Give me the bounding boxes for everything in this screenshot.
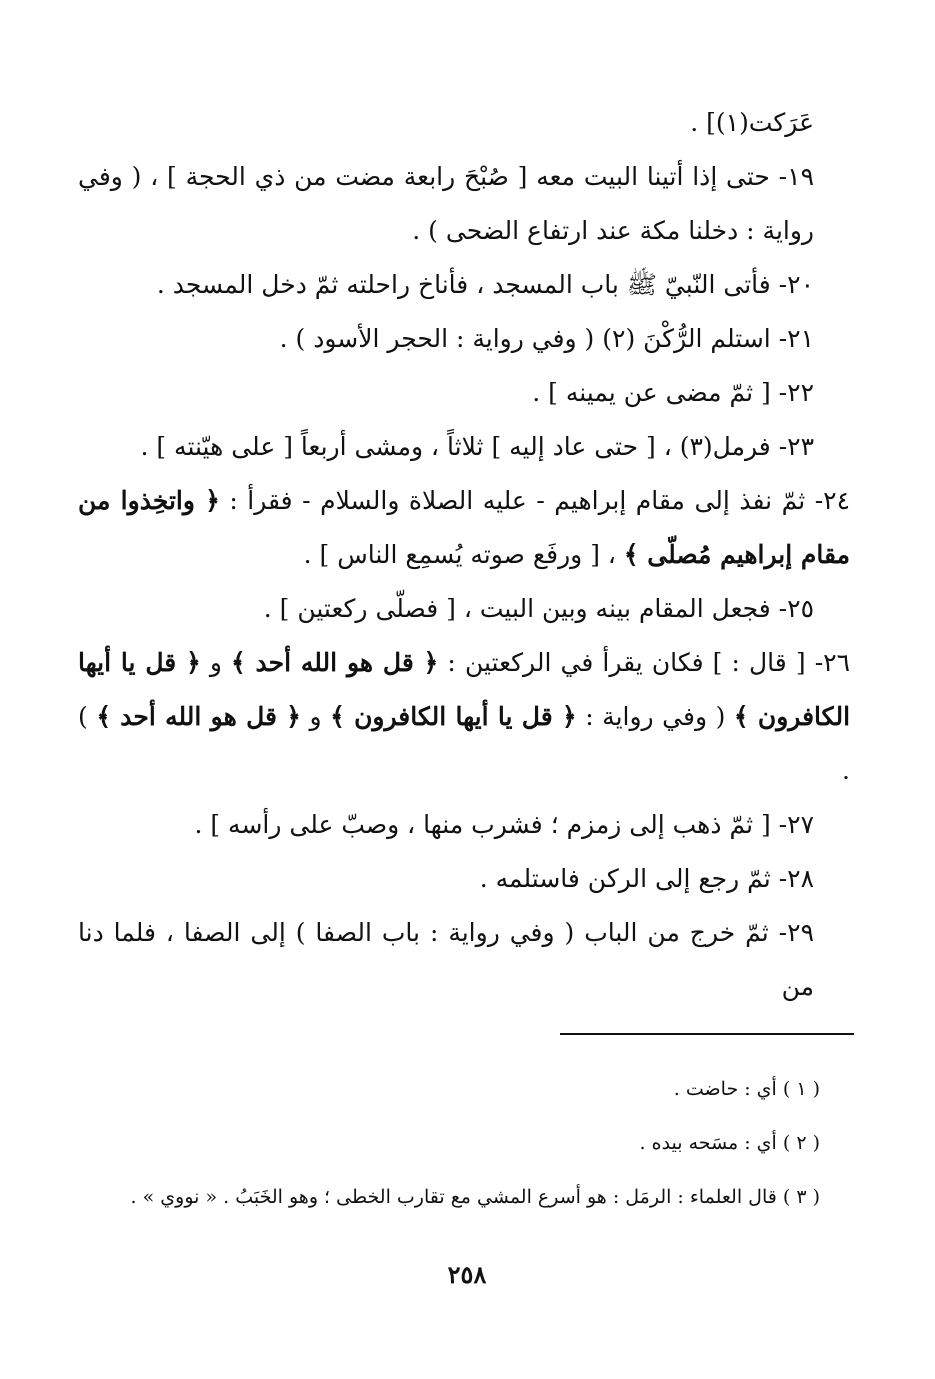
quran-quote: ﴿ قل هو الله أحد ﴾	[231, 648, 439, 677]
paragraph-26	[78, 636, 850, 798]
footnote-divider	[560, 1033, 854, 1035]
page-number: ٢٥٨	[447, 1260, 487, 1289]
text-segment: و	[300, 702, 331, 731]
paragraph-27	[78, 798, 850, 852]
paragraph-29	[78, 906, 850, 1014]
text-segment: عَرَكت(١)] .	[690, 108, 814, 137]
text-segment: ، [ ورفَع صوته يُسمِع الناس ] .	[303, 540, 624, 569]
paragraph-28	[78, 852, 850, 906]
paragraph-19	[78, 150, 850, 258]
text-segment: ٢٣- فرمل(٣) ، [ حتى عاد إليه ] ثلاثاً ، ومشى أربعاً [ على هيّنته ] .	[140, 432, 814, 461]
text-segment: ٢٤- ثمّ نفذ إلى مقام إبراهيم - عليه الصلاة والسلام - فقرأ :	[219, 486, 850, 515]
text-segment: ٢٥- فجعل المقام بينه وبين البيت ، [ فصلّى ركعتين ] .	[263, 594, 814, 623]
quran-quote: ﴿ قل هو الله أحد ﴾	[96, 702, 301, 731]
quran-quote: ﴿ قل يا أيها الكافرون ﴾	[330, 702, 577, 731]
text-segment: ٢١- استلم الرُّكْنَ (٢) ( وفي رواية : الحجر الأسود ) .	[279, 324, 814, 353]
paragraph-24	[78, 474, 850, 582]
text-segment: ٢٩- ثمّ خرج من الباب ( وفي رواية : باب الصفا ) إلى الصفا ، فلما دنا من	[78, 918, 814, 1001]
quran-quote: ﴿ قل يا أيها الكافرون ﴾	[78, 648, 851, 731]
footnote-1: ( ١ ) أي : حاضت .	[673, 1078, 820, 1100]
text-segment: ( وفي رواية :	[576, 702, 734, 731]
paragraph-23	[78, 420, 850, 474]
footnote-3: ( ٣ ) قال العلماء : الرمَل : هو أسرع المشي مع تقارب الخطى ؛ وهو الخَبَبُ . « نووي » .	[130, 1186, 820, 1208]
paragraph-20	[78, 258, 850, 312]
quran-quote: ﴿ واتخِذوا من مقام إبراهيم مُصلّى ﴾	[78, 486, 850, 569]
paragraph-25	[78, 582, 850, 636]
text-segment: ٢٧- [ ثمّ ذهب إلى زمزم ؛ فشرب منها ، وصبّ على رأسه ] .	[194, 810, 814, 839]
text-segment: ٢٠- فأتى النّبيّ ﷺ باب المسجد ، فأناخ راحلته ثمّ دخل المسجد .	[156, 270, 814, 299]
paragraph-21	[78, 312, 850, 366]
text-segment: ) .	[78, 702, 850, 785]
paragraph-22	[78, 366, 850, 420]
text-segment: ٢٨- ثمّ رجع إلى الركن فاستلمه .	[479, 864, 814, 893]
main-text	[78, 96, 850, 1014]
paragraph-18-end	[78, 96, 850, 150]
footnotes	[78, 1062, 820, 1224]
footnote-2: ( ٢ ) أي : مسَحه بيده .	[639, 1132, 820, 1154]
text-segment: ١٩- حتى إذا أتينا البيت معه [ صُبْحَ رابعة مضت من ذي الحجة ] ، ( وفي رواية : دخلنا مكة عند ارتفاع الضحى ) .	[78, 162, 814, 245]
text-segment: ٢٢- [ ثمّ مضى عن يمينه ] .	[532, 378, 814, 407]
text-segment: و	[200, 648, 231, 677]
text-segment: ٢٦- [ قال : ] فكان يقرأ في الركعتين :	[438, 648, 851, 677]
